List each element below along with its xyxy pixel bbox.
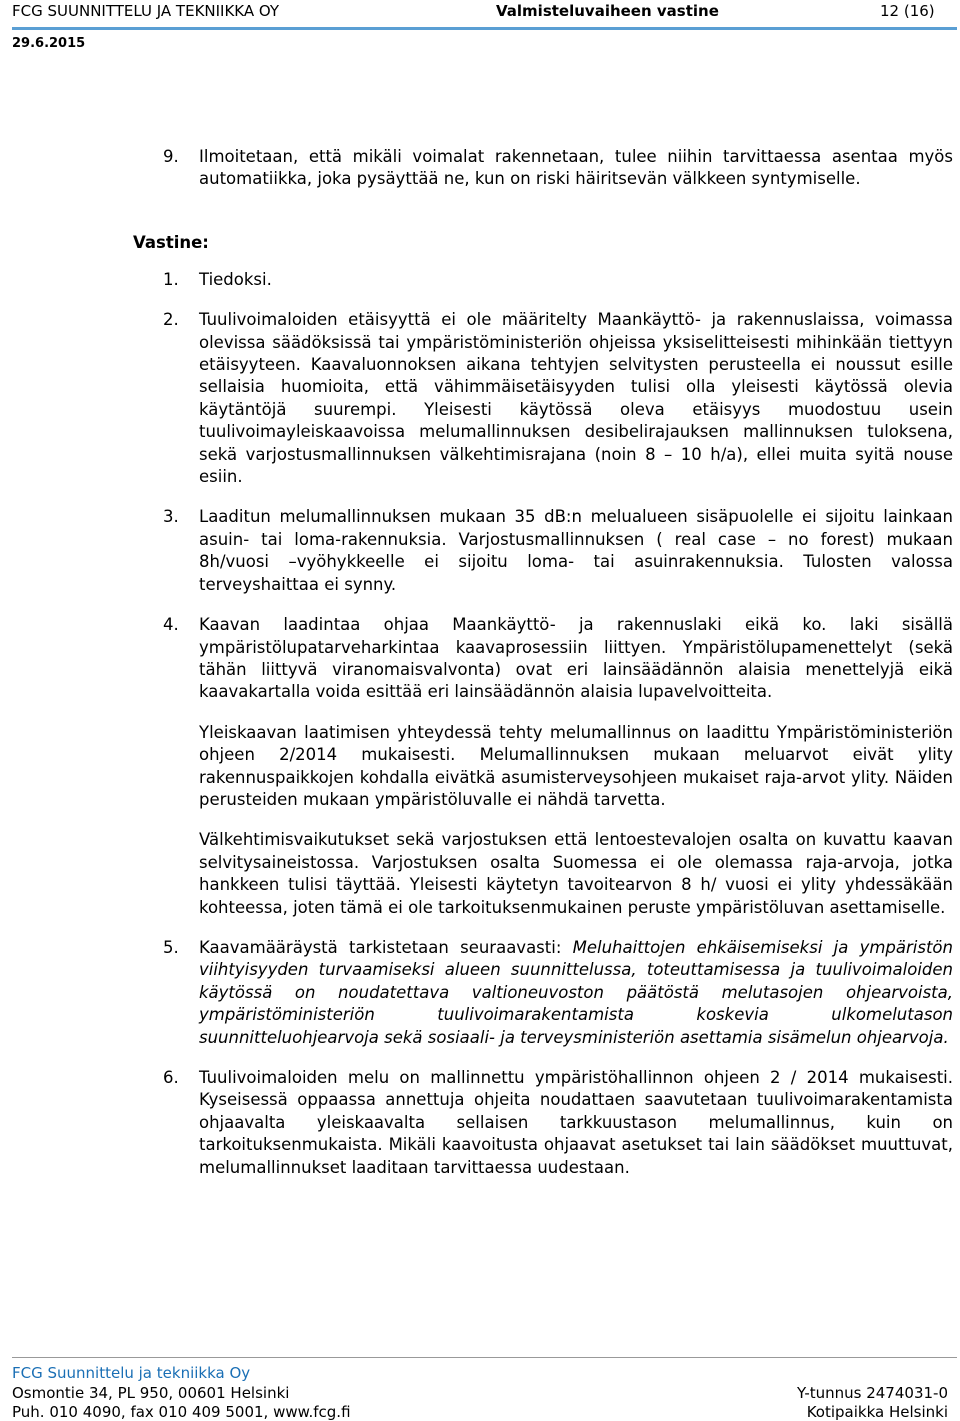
header-date: 29.6.2015	[12, 36, 86, 51]
response-item-5	[163, 937, 953, 1049]
response-item-1	[163, 269, 953, 291]
paragraph-melumallinnus: Yleiskaavan laatimisen yhteydessä tehty melumallinnus on laadittu Ympäristöministeriön ohjeen 2/2014 mukaisesti. Melumallinnuksen mukaan meluarvot eivät ylity rakennuspaikkojen kohdalla eivätkä asumisterveysohjeen mukaiset raja-arvot ylity. Näiden perusteiden mukaan ympäristöluvalle ei nähdä tarvetta.	[199, 722, 953, 809]
footer-address: Osmontie 34, PL 950, 00601 Helsinki	[12, 1384, 290, 1402]
item-number: 3.	[163, 507, 179, 527]
header-title: Valmisteluvaiheen vastine	[496, 2, 719, 20]
footer-company: FCG Suunnittelu ja tekniikka Oy	[12, 1364, 251, 1382]
item-regulation-text: Meluhaittojen ehkäisemiseksi ja ympäristön viihtyisyyden turvaamiseksi alueen suunnittelussa, toteuttamisessa ja tuulivoimaloiden käytössä on noudatettava valtioneuvoston päätöstä melutasojen ohjearvoista, ympäristöministeriön tuulivoimarakentamista koskevia ulkomelutason suunnitteluohjearvoja sekä sosiaali- ja terveysministeriön asettamia sisämelun ohjearvoja.	[199, 937, 953, 1047]
item-text: Tuulivoimaloiden melu on mallinnettu ympäristöhallinnon ohjeen 2 / 2014 mukaisesti. Kyseisessä oppaassa annettuja ohjeita noudattaen saavutetaan tuulivoimarakentamista ohjaavalta yleiskaavalta sellaisen tarkkuustason melumallinnus, kuin on tarkoituksenmukaista. Mikäli kaavoitusta ohjaavat asetukset tai lain säädökset muuttuvat, melumallinnukset laaditaan tarvittaessa uudestaan.	[199, 1068, 953, 1177]
paragraph-valkehtiminen: Välkehtimisvaikutukset sekä varjostuksen että lentoestevalojen osalta on kuvattu kaavan selvitysaineistossa. Varjostuksen osalta Suomessa ei ole olemassa raja-arvoja, jotka hankkeen tulisi täyttää. Yleisesti käytetyn tavoitearvon 8 h/ vuosi ei ylity yhdessäkään kohteessa, joten tämä ei ole tarkoituksenmukainen peruste ympäristöluvan asettamiselle.	[199, 830, 953, 917]
response-item-3	[163, 506, 953, 596]
response-item-4	[163, 614, 953, 704]
item-number: 6.	[163, 1068, 179, 1087]
list-item-9	[163, 146, 953, 191]
item-text: Tuulivoimaloiden etäisyyttä ei ole määritelty Maankäyttö- ja rakennuslaissa, voimassa olevissa säädöksissä tai ympäristöministeriön ohjeissa yksiselitteisesti mihinkään tiettyyn etäisyyteen. Kaavaluonnoksen aikana tehtyjen selvitysten perusteella ei noussut esille sellaisia huomioita, että vähimmäisetäisyyden tulisi olla yleisesti käytössä olevia käytäntöjä suurempi. Yleisesti käytössä oleva etäisyys muodostuu usein tuulivoimayleiskaavoissa melumallinnuksen desibelirajauksen mallinnuksen tuloksena, sekä varjostusmallinnuksen välkehtimisrajana (noin 8 – 10 h/a), ellei muita syitä nouse esiin.	[199, 310, 953, 487]
item-number: 4.	[163, 615, 179, 635]
header-company: FCG SUUNNITTELU JA TEKNIIKKA OY	[12, 2, 280, 20]
response-item-6	[163, 1067, 953, 1179]
item-text: Laaditun melumallinnuksen mukaan 35 dB:n melualueen sisäpuolelle ei sijoitu lainkaan asuin- tai loma-rakennuksia. Varjostusmallinnuksen ( real case – no forest) mukaan 8h/vuosi –vyöhykkeelle ei sijoitu loma- tai asuinrakennuksia. Tulosten valossa terveyshaittaa ei synny.	[199, 507, 953, 594]
item-number: 2.	[163, 310, 179, 330]
page-footer	[0, 1352, 960, 1421]
item-number: 1.	[163, 269, 179, 289]
document-body	[0, 146, 960, 1179]
header-divider	[12, 27, 957, 30]
item-number: 5.	[163, 937, 179, 957]
response-item-2	[163, 309, 953, 488]
footer-business-id: Y-tunnus 2474031-0	[796, 1384, 948, 1402]
header-page-number: 12 (16)	[880, 2, 935, 20]
page-header	[0, 0, 960, 60]
footer-phone: Puh. 010 4090, fax 010 409 5001, www.fcg.fi	[12, 1403, 351, 1421]
item-text: Kaavan laadintaa ohjaa Maankäyttö- ja rakennuslaki eikä ko. laki sisällä ympäristölupatarveharkintaa kaavaprosessiin liittyen. Ympäristölupamenettelyt (sekä tähän liittyvä viranomaisvalvonta) ovat eri lainsäädännön alaisia menettelyjä eikä kaavakartalla voida esittää eri lainsäädännön alaisia lupavelvoitteita.	[199, 615, 953, 702]
item-text: Ilmoitetaan, että mikäli voimalat rakennetaan, tulee niihin tarvittaessa asentaa myös automatiikka, joka pysäyttää ne, kun on riski häiritsevän välkkeen syntymiselle.	[199, 147, 953, 189]
item-text: Tiedoksi.	[199, 269, 272, 289]
footer-divider	[12, 1357, 957, 1358]
vastine-heading: Vastine:	[133, 233, 209, 252]
footer-domicile: Kotipaikka Helsinki	[806, 1403, 948, 1421]
item-lead-text: Kaavamääräystä tarkistetaan seuraavasti:	[199, 937, 573, 957]
item-number: 9.	[163, 147, 179, 166]
